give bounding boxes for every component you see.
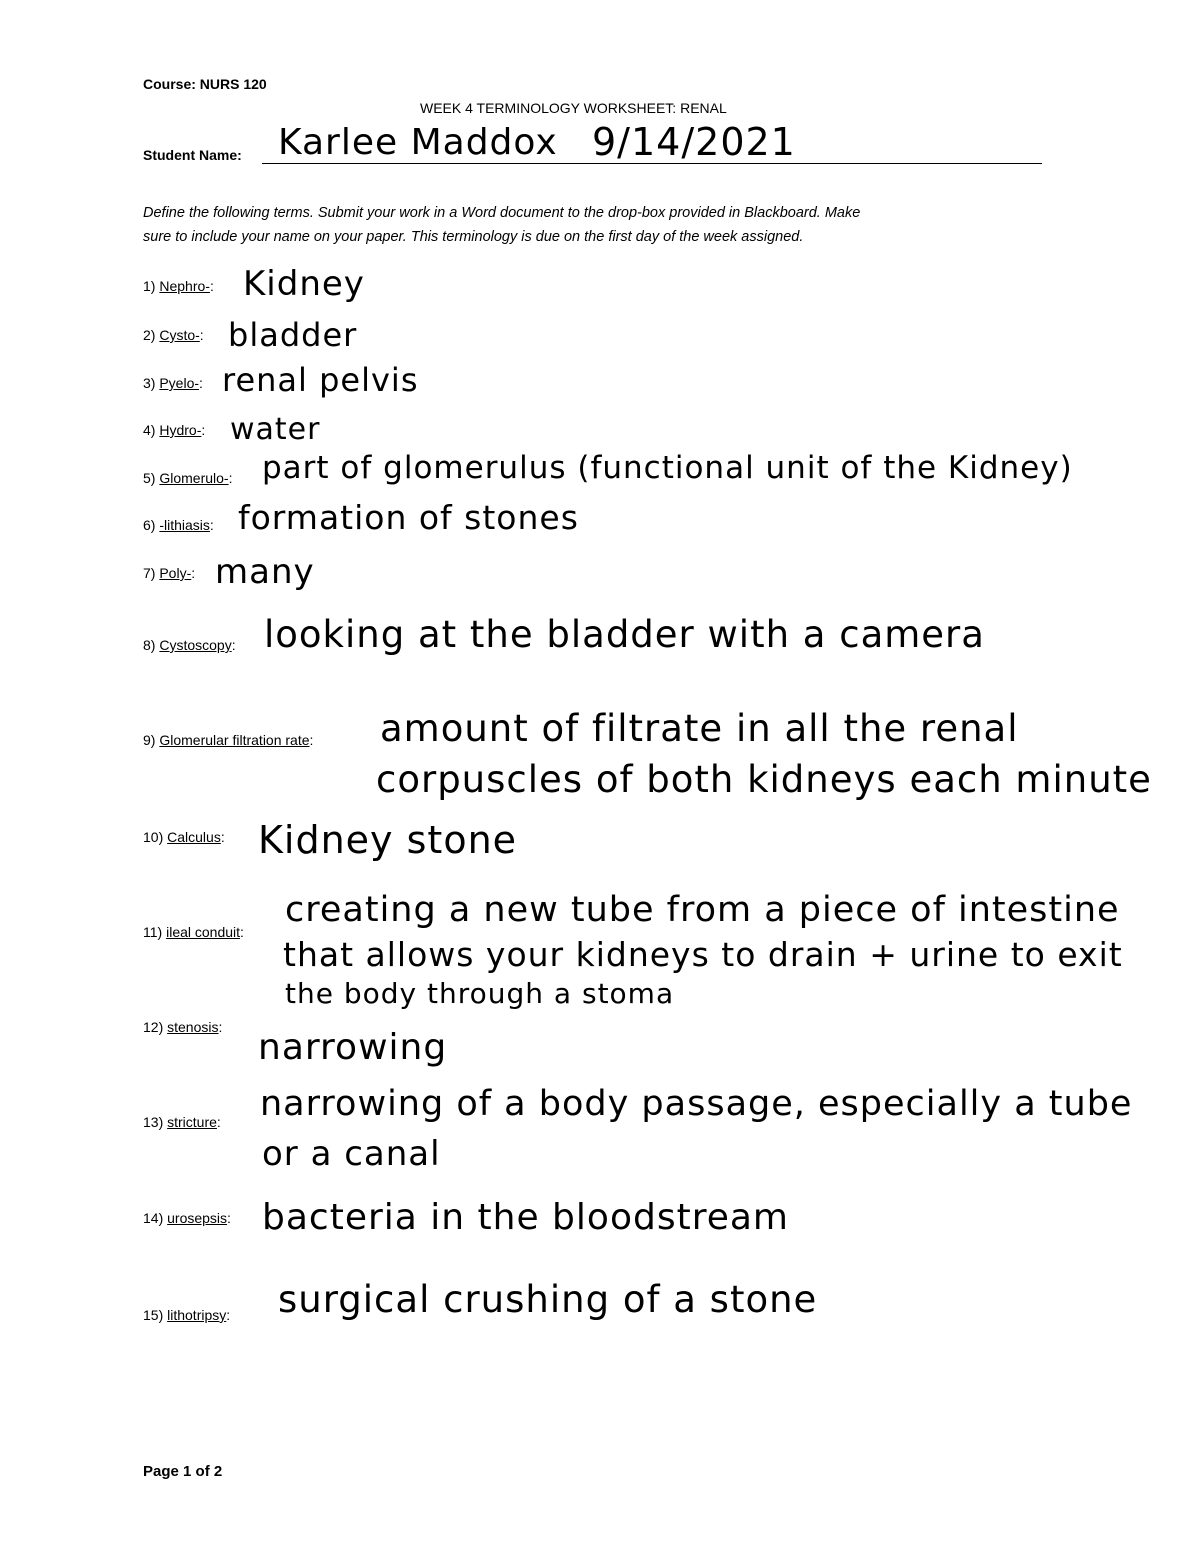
instructions-line-2: sure to include your name on your paper. This terminology is due on the first day of the week assigned.: [143, 229, 804, 245]
term-label: Glomerulo-: [159, 470, 229, 486]
term-number: 15): [143, 1307, 164, 1323]
term-row: 6) -lithiasis:: [143, 517, 214, 533]
instructions-line-1: Define the following terms. Submit your work in a Word document to the drop-box provided in Blackboard. Make: [143, 205, 861, 221]
term-row: 4) Hydro-:: [143, 422, 206, 438]
term-answer: creating a new tube from a piece of intestine: [285, 890, 1120, 930]
term-label: Cystoscopy: [159, 637, 232, 653]
term-row: 2) Cysto-:: [143, 327, 204, 343]
course-label: Course: NURS 120: [143, 76, 267, 92]
term-label: Poly-: [159, 565, 192, 581]
term-number: 12): [143, 1019, 164, 1035]
term-number: 10): [143, 829, 164, 845]
term-row: 9) Glomerular filtration rate:: [143, 732, 314, 748]
term-number: 1): [143, 278, 156, 294]
term-number: 14): [143, 1210, 164, 1226]
term-row: 7) Poly-:: [143, 565, 196, 581]
term-row: 14) urosepsis:: [143, 1210, 231, 1226]
term-row: 10) Calculus:: [143, 829, 225, 845]
term-answer: Kidney stone: [258, 818, 518, 862]
term-row: 3) Pyelo-:: [143, 375, 203, 391]
term-row: 5) Glomerulo-:: [143, 470, 233, 486]
term-label: stenosis: [167, 1019, 219, 1035]
term-row: 11) ileal conduit:: [143, 924, 244, 940]
term-label: Cysto-: [159, 327, 200, 343]
term-number: 2): [143, 327, 156, 343]
term-answer: narrowing: [258, 1027, 448, 1068]
term-answer: many: [215, 552, 315, 592]
term-number: 11): [143, 924, 163, 940]
date-handwritten: 9/14/2021: [592, 120, 796, 164]
term-label: -lithiasis: [159, 517, 210, 533]
term-row: 12) stenosis:: [143, 1019, 223, 1035]
term-answer-line-2: that allows your kidneys to drain + urine to exit: [283, 935, 1123, 974]
term-number: 6): [143, 517, 156, 533]
term-number: 4): [143, 422, 156, 438]
term-answer: looking at the bladder with a camera: [264, 613, 985, 656]
term-label: urosepsis: [167, 1210, 228, 1226]
term-row: 1) Nephro-:: [143, 278, 214, 294]
term-answer: Kidney: [243, 264, 365, 304]
term-answer-line-3: the body through a stoma: [285, 977, 675, 1010]
term-answer: amount of filtrate in all the renal: [380, 707, 1019, 750]
term-label: Hydro-: [159, 422, 202, 438]
page-number: Page 1 of 2: [143, 1463, 223, 1480]
student-name-label: Student Name:: [143, 147, 242, 163]
term-number: 3): [143, 375, 156, 391]
term-row: 13) stricture:: [143, 1114, 221, 1130]
term-answer-line-2: corpuscles of both kidneys each minute: [376, 758, 1152, 801]
term-answer: renal pelvis: [222, 361, 419, 399]
term-answer: bladder: [228, 316, 358, 354]
term-row: 8) Cystoscopy:: [143, 637, 236, 653]
term-label: Glomerular filtration rate: [159, 732, 310, 748]
term-answer: surgical crushing of a stone: [278, 1278, 818, 1321]
term-number: 7): [143, 565, 156, 581]
worksheet-title: WEEK 4 TERMINOLOGY WORKSHEET: RENAL: [420, 100, 727, 116]
term-label: Pyelo-: [159, 375, 200, 391]
term-answer: narrowing of a body passage, especially a tube: [260, 1084, 1133, 1124]
term-number: 5): [143, 470, 156, 486]
term-label: stricture: [167, 1114, 217, 1130]
term-answer: water: [230, 412, 321, 447]
term-label: lithotripsy: [167, 1307, 227, 1323]
term-answer: bacteria in the bloodstream: [262, 1197, 789, 1238]
term-answer: formation of stones: [238, 498, 579, 537]
term-answer: part of glomerulus (functional unit of the Kidney): [262, 450, 1073, 486]
term-number: 9): [143, 732, 156, 748]
term-label: Nephro-: [159, 278, 210, 294]
term-row: 15) lithotripsy:: [143, 1307, 231, 1323]
student-name-handwritten: Karlee Maddox: [278, 122, 558, 163]
term-label: ileal conduit: [166, 924, 241, 940]
term-number: 13): [143, 1114, 164, 1130]
term-answer-line-2: or a canal: [262, 1134, 441, 1174]
term-number: 8): [143, 637, 156, 653]
term-label: Calculus: [167, 829, 221, 845]
